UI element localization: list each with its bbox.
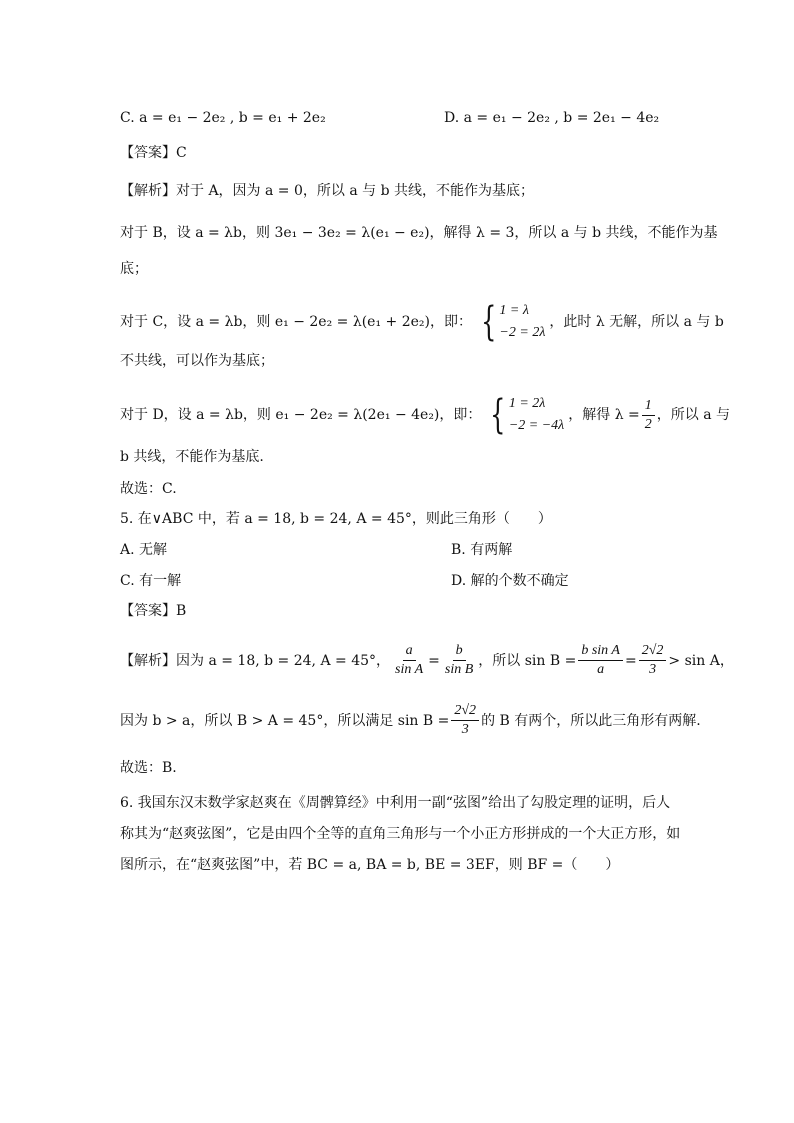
fraction-bsinA-over-a: $\frac{\text{b sin A}}{a}$: [578, 642, 623, 679]
q5-s1-mid: ，所以 sin B =: [478, 652, 577, 669]
analysis-c-cont: 不共线，可以作为基底；: [120, 353, 274, 369]
q6-line-1: 6. 我国东汉末数学家赵爽在《周髀算经》中利用一副“弦图”给出了勾股定理的证明，后人: [120, 795, 671, 811]
fraction-a-over-sinA: $\frac{a}{\text{sin A}}$: [395, 643, 424, 677]
q5-option-c: C. 有一解: [120, 573, 182, 589]
system-d-row1: 1 = 2λ: [508, 396, 546, 411]
system-c-row2: −2 = 2λ: [499, 325, 546, 340]
analysis-d: [120, 393, 730, 437]
analysis-c-post: ，此时 λ 无解，所以 a 与 b: [549, 314, 724, 330]
fraction-half: $\frac{1}{2}$: [642, 397, 655, 434]
analysis-b-cont: 底；: [120, 261, 148, 277]
fraction-2root2-over-3: $\frac{2√2}{3}$: [639, 642, 667, 679]
q5-stem: 5. 在∨ABC 中，若 a = 18, b = 24, A = 45°，则此三角形（ ）: [120, 511, 552, 527]
analysis-c-text: 对于 C，设 a = λb，则 e₁ − 2e₂ = λ(e₁ + 2e₂)，即：: [120, 314, 472, 330]
equation-system-d: [485, 393, 564, 437]
q5-s2-pre: 因为 b > a，所以 B > A = 45°，所以满足 sin B =: [120, 712, 450, 729]
option-d: D. a = e₁ − 2e₂ , b = 2e₁ − 4e₂: [444, 110, 660, 126]
equation-system-c: [476, 300, 545, 344]
q6-line-3: 图所示，在“赵爽弦图”中，若 BC = a, BA = b, BE = 3EF，则 BF =（ ）: [120, 857, 620, 873]
option-c: C. a = e₁ − 2e₂ , b = e₁ + 2e₂: [120, 110, 326, 126]
q5-choose: 故选：B.: [120, 760, 177, 776]
system-c-row1: 1 = λ: [499, 303, 529, 318]
q5-s1-post: > sin A，: [668, 652, 734, 669]
analysis-c: [120, 300, 724, 344]
q5-s1-eq: =: [428, 652, 440, 669]
q5-analysis-1: [120, 642, 734, 679]
analysis-d-mid: ，解得 λ =: [568, 407, 640, 423]
brace-d: {: [490, 392, 506, 438]
q5-s2-post: 的 B 有两个，所以此三角形有两解.: [481, 712, 701, 729]
q5-option-b: B. 有两解: [451, 542, 513, 558]
q6-line-2: 称其为“赵爽弦图”，它是由四个全等的直角三角形与一个小正方形拼成的一个大正方形，如: [120, 826, 681, 842]
q5-analysis-2: [120, 702, 701, 739]
q5-s1-pre: 【解析】因为 a = 18, b = 24, A = 45°，: [120, 652, 391, 669]
choose-c: 故选：C.: [120, 481, 177, 497]
analysis-d-cont: b 共线，不能作为基底.: [120, 449, 264, 465]
fraction-b-over-sinB: $\frac{b}{\text{sin B}}$: [444, 643, 474, 677]
q5-answer: 【答案】B: [120, 603, 187, 619]
q5-option-a: A. 无解: [120, 542, 168, 558]
q5-option-d: D. 解的个数不确定: [451, 573, 569, 589]
system-d-row2: −2 = −4λ: [508, 418, 565, 433]
analysis-a: 【解析】对于 A，因为 a = 0，所以 a 与 b 共线，不能作为基底；: [120, 183, 535, 199]
analysis-d-text: 对于 D，设 a = λb，则 e₁ − 2e₂ = λ(2e₁ − 4e₂)，即：: [120, 407, 482, 423]
analysis-b: 对于 B，设 a = λb，则 3e₁ − 3e₂ = λ(e₁ − e₂)，解得 λ = 3，所以 a 与 b 共线，不能作为基: [120, 225, 718, 241]
fraction-2root2-over-3-b: $\frac{2√2}{3}$: [451, 702, 479, 739]
analysis-d-post: ，所以 a 与: [656, 407, 731, 423]
brace-c: {: [481, 299, 497, 345]
q5-s1-eq2: =: [624, 652, 637, 669]
answer-label: 【答案】C: [120, 145, 187, 161]
